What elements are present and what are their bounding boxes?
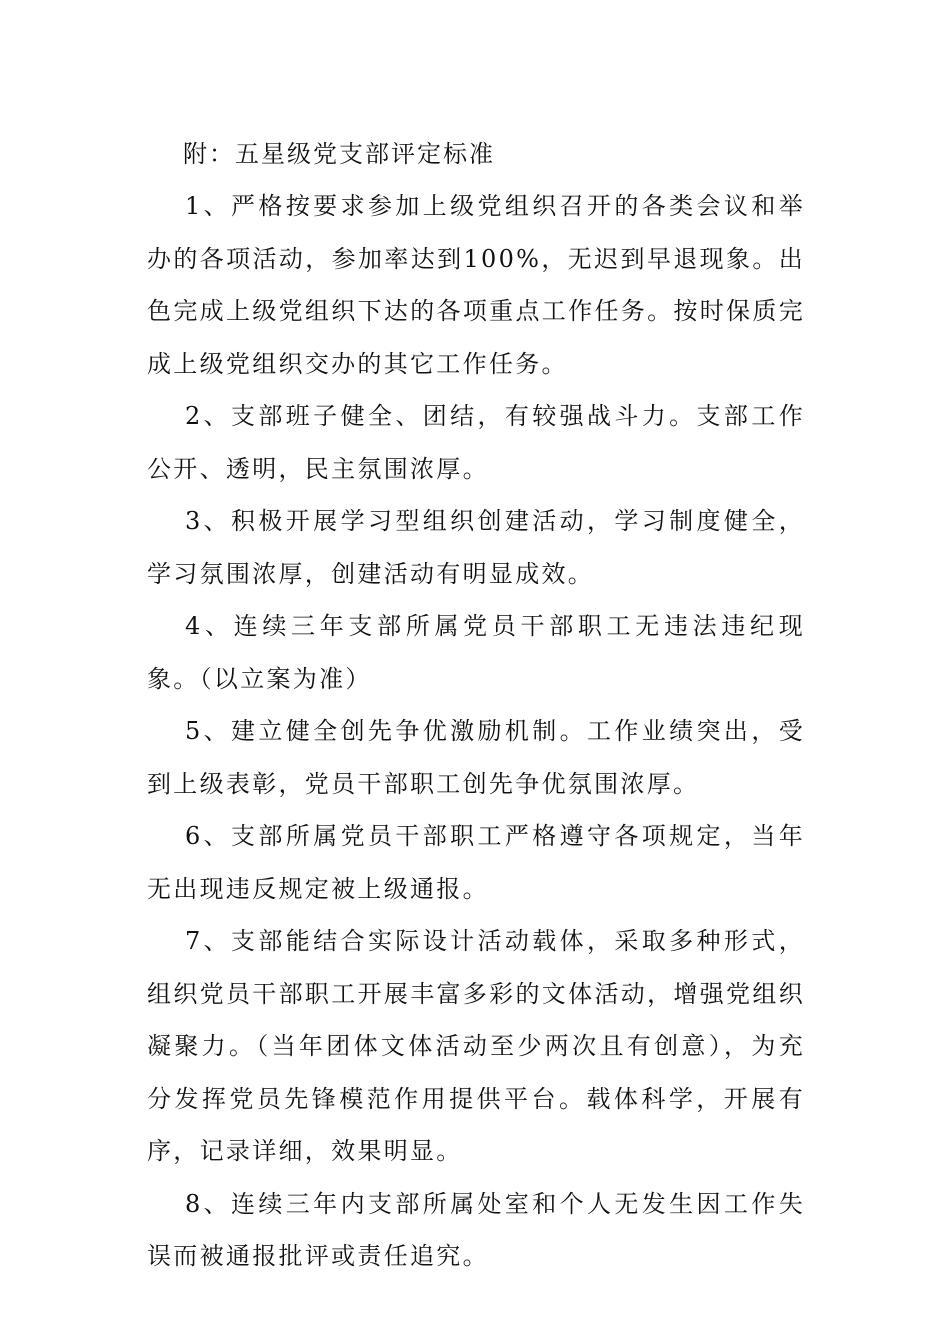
document-body bbox=[147, 128, 805, 1283]
criterion-item-5: 5、建立健全创先争优激励机制。工作业绩突出，受到上级表彰，党员干部职工创先争优氛围浓厚。 bbox=[147, 717, 805, 798]
criterion-item-1: 1、严格按要求参加上级党组织召开的各类会议和举办的各项活动，参加率达到100%，无迟到早退现象。出色完成上级党组织下达的各项重点工作任务。按时保质完成上级党组织交办的其它工作任务。 bbox=[147, 192, 805, 378]
criterion-item-3: 3、积极开展学习型组织创建活动，学习制度健全，学习氛围浓厚，创建活动有明显成效。 bbox=[147, 507, 805, 588]
criterion-item-2: 2、支部班子健全、团结，有较强战斗力。支部工作公开、透明，民主氛围浓厚。 bbox=[147, 402, 805, 483]
criterion-item-7: 7、支部能结合实际设计活动载体，采取多种形式，组织党员干部职工开展丰富多彩的文体活动，增强党组织凝聚力。（当年团体文体活动至少两次且有创意），为充分发挥党员先锋模范作用提供平台。载体科学，开展有序，记录详细，效果明显。 bbox=[147, 927, 805, 1165]
criterion-item-6: 6、支部所属党员干部职工严格遵守各项规定，当年无出现违反规定被上级通报。 bbox=[147, 822, 805, 903]
document-heading: 附：五星级党支部评定标准 bbox=[183, 140, 495, 168]
criterion-item-8: 8、连续三年内支部所属处室和个人无发生因工作失误而被通报批评或责任追究。 bbox=[147, 1189, 805, 1270]
criterion-item-4: 4、连续三年支部所属党员干部职工无违法违纪现象。（以立案为准） bbox=[147, 612, 805, 693]
